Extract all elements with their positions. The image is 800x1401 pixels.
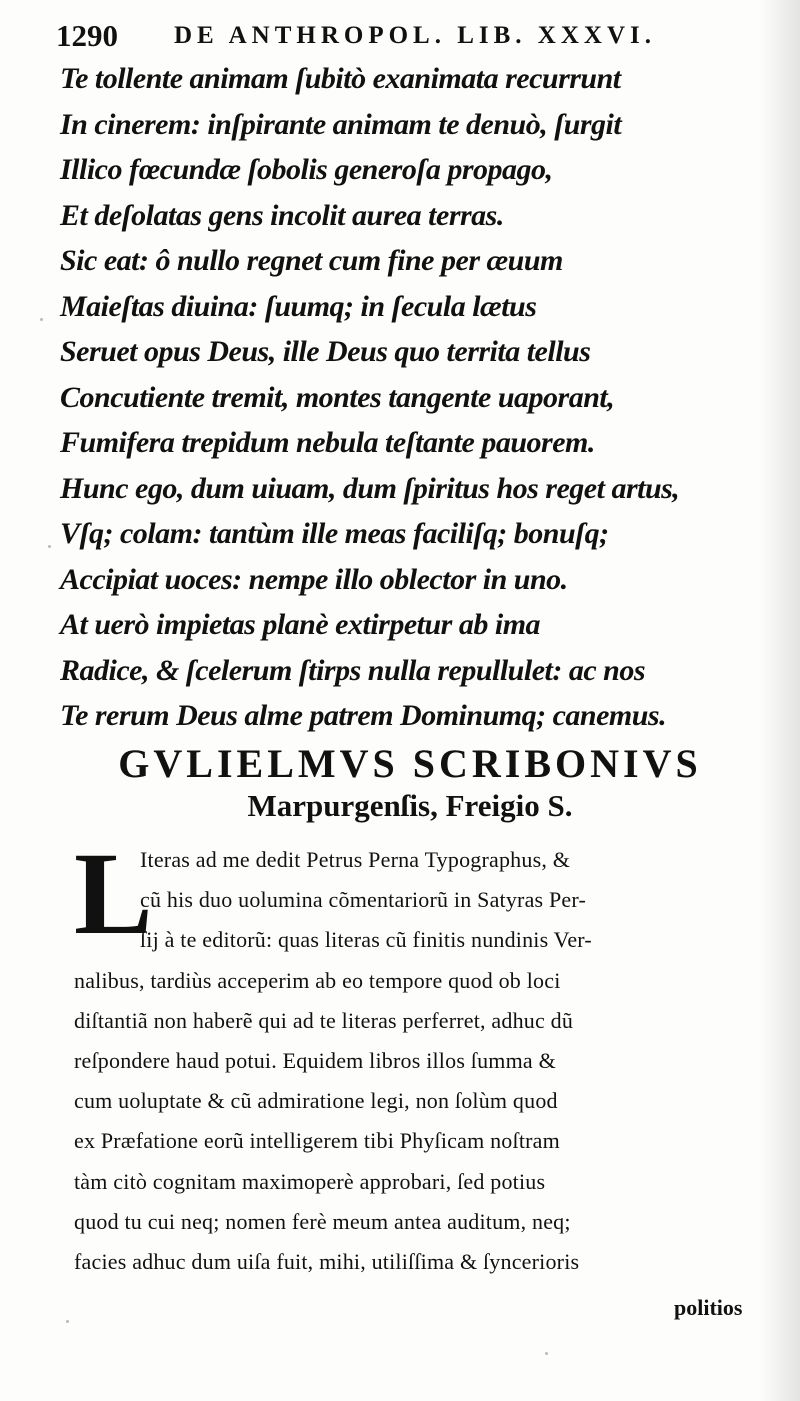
ink-speck xyxy=(66,1320,69,1323)
ink-speck xyxy=(40,318,43,321)
poem-line: In cinerem: inſpirante animam te denuò, ſurgit xyxy=(60,107,622,141)
heading-author: GVLIELMVS SCRIBONIVS xyxy=(118,741,702,786)
running-head xyxy=(56,18,716,54)
poem-line: Vſq; colam: tantùm ille meas faciliſq; bonuſq; xyxy=(60,517,609,550)
letter-line: reſpondere haud potui. Equidem libros illos ſumma & xyxy=(74,1047,556,1073)
catchword: politios xyxy=(674,1295,743,1320)
poem-line: Concutiente tremit, montes tangente uaporant, xyxy=(60,380,615,414)
letter-line: quod tu cui neq; nomen ferè meum antea auditum, neq; xyxy=(74,1208,571,1234)
poem-line: Sic eat: ô nullo regnet cum fine per æuum xyxy=(60,244,563,277)
poem-line: Te rerum Deus alme patrem Dominumq; canemus. xyxy=(60,699,667,732)
poem-line: Hunc ego, dum uiuam, dum ſpiritus hos reget artus, xyxy=(60,471,680,505)
letter-heading xyxy=(70,742,750,826)
letter-line: diſtantiã non haberẽ qui ad te literas perferret, adhuc dũ xyxy=(74,1007,574,1033)
letter-lines xyxy=(74,828,774,1282)
letter-line: ſij à te editorũ: quas literas cũ finitis nundinis Ver- xyxy=(140,927,592,953)
poem-line: Accipiat uoces: nempe illo oblector in uno. xyxy=(60,562,568,596)
drop-cap: L xyxy=(74,828,153,959)
poem-line: Fumifera trepidum nebula teſtante pauorem. xyxy=(60,426,595,459)
heading-salutation: Marpurgenſis, Freigio S. xyxy=(247,788,573,823)
poem-line: Te tollente animam ſubitò exanimata recurrunt xyxy=(60,62,621,95)
ink-speck xyxy=(545,1352,548,1355)
poem-line: At uerò impietas planè extirpetur ab ima xyxy=(60,608,541,641)
page-number: 1290 xyxy=(56,18,118,53)
running-title: DE ANTHROPOL. LIB. XXXVI. xyxy=(174,22,656,49)
poem-verses xyxy=(60,56,740,739)
letter-line: cum uoluptate & cũ admiratione legi, non ſolùm quod xyxy=(74,1088,558,1114)
letter-line: ex Præfatione eorũ intelligerem tibi Phyſicam noſtram xyxy=(74,1128,560,1154)
letter-line: Iteras ad me dedit Petrus Perna Typographus, & xyxy=(140,847,571,872)
poem-line: Illico fœcundæ ſobolis generoſa propago, xyxy=(60,153,553,186)
letter-line: facies adhuc dum uiſa fuit, mihi, utiliſſima & ſyncerioris xyxy=(74,1248,580,1274)
poem-line: Seruet opus Deus, ille Deus quo territa tellus xyxy=(60,335,591,368)
poem-line: Et deſolatas gens incolit aurea terras. xyxy=(60,198,504,232)
poem-line: Radice, & ſcelerum ſtirps nulla repullulet: ac nos xyxy=(60,653,646,687)
letter-line: cũ his duo uolumina cõmentariorũ in Satyras Per- xyxy=(140,887,587,913)
letter-line: nalibus, tardiùs acceperim ab eo tempore quod ob loci xyxy=(74,967,561,993)
poem-line: Maieſtas diuina: ſuumq; in ſecula lætus xyxy=(60,289,537,323)
ink-speck xyxy=(48,545,51,548)
letter-line: tàm citò cognitam maximoperè approbari, ſed potius xyxy=(74,1168,546,1194)
letter-body xyxy=(74,828,774,1282)
